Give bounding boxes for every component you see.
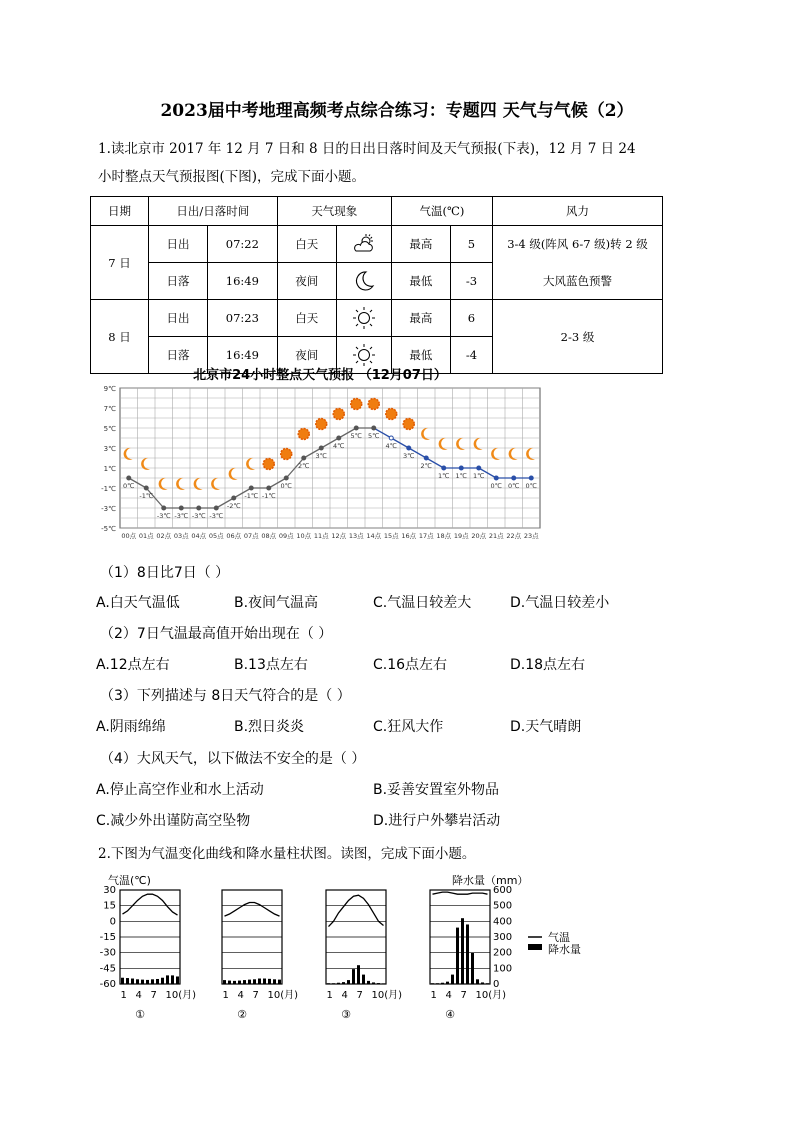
period-label: 夜间 <box>277 263 336 300</box>
precip-bar <box>238 981 241 984</box>
data-label: -1℃ <box>244 492 259 500</box>
y1-tick-label: -60 <box>99 979 116 990</box>
precip-bar <box>357 965 360 984</box>
moon-icon <box>336 263 391 300</box>
x-tick-label: 16点 <box>401 532 417 540</box>
wind-text: 3-4 级(阵风 6-7 级)转 2 级 <box>507 237 648 252</box>
x-tick-label: 1 <box>326 990 333 1001</box>
data-label: 5℃ <box>350 432 362 440</box>
sun-icon <box>316 419 327 430</box>
data-point <box>389 436 393 440</box>
chart-title: 北京市24小时整点天气预报 （12月07日） <box>193 368 447 383</box>
option-4d[interactable]: D.进行户外攀岩活动 <box>373 813 501 829</box>
x-tick-label: 4 <box>341 990 348 1001</box>
precip-bar <box>466 924 469 984</box>
temp-value: -4 <box>450 337 492 374</box>
sun-icon <box>403 419 414 430</box>
data-label: 1℃ <box>473 472 485 480</box>
precip-bar <box>258 979 261 984</box>
temp-line <box>225 903 280 917</box>
table-row <box>91 263 663 300</box>
temp-value: 6 <box>450 300 492 337</box>
sun-icon <box>368 399 379 410</box>
x-tick-label: 7 <box>150 990 157 1001</box>
x-tick-label: 06点 <box>226 532 242 540</box>
option-1a[interactable]: A.白天气温低 <box>96 595 180 611</box>
option-4a[interactable]: A.停止高空作业和水上活动 <box>96 782 264 798</box>
precip-bar <box>126 978 129 984</box>
data-point <box>127 476 131 480</box>
question-1-intro-line2: 小时整点天气预报图(下图)，完成下面小题。 <box>98 169 366 185</box>
data-label: 0℃ <box>508 482 520 490</box>
y-tick-label: 9℃ <box>103 385 116 393</box>
wind-cell: 2-3 级 <box>493 300 663 374</box>
panel-label: ② <box>237 1008 247 1021</box>
climate-panel <box>222 890 298 1021</box>
precip-bar <box>243 980 246 984</box>
precip-bar <box>166 975 169 984</box>
y1-axis-label: 气温(℃) <box>108 874 151 887</box>
x-tick-label: 05点 <box>208 532 224 540</box>
precip-bar <box>461 918 464 984</box>
precip-bar <box>476 979 479 984</box>
x-tick-label: 7 <box>460 990 467 1001</box>
precip-bar <box>446 982 449 984</box>
data-label: 2℃ <box>420 462 432 470</box>
data-label: -3℃ <box>191 512 206 520</box>
temp-label: 最高 <box>391 226 450 263</box>
header-weather: 天气现象 <box>277 197 391 226</box>
data-point <box>477 466 481 470</box>
data-point <box>407 446 411 450</box>
data-point <box>144 486 148 490</box>
precip-bar <box>352 969 355 984</box>
x-tick-label: 01点 <box>138 532 154 540</box>
data-label: 4℃ <box>385 442 397 450</box>
temp-line <box>329 895 384 926</box>
option-4b[interactable]: B.妥善安置室外物品 <box>373 782 500 798</box>
precip-bar <box>171 975 174 984</box>
x-tick-label: 13点 <box>348 532 364 540</box>
data-label: -1℃ <box>139 492 154 500</box>
x-tick-label: 10(月) <box>165 990 197 1001</box>
temp-label: 最高 <box>391 300 450 337</box>
y1-tick-label: 30 <box>103 885 116 896</box>
y-tick-label: 5℃ <box>103 425 116 433</box>
precip-bar <box>436 983 439 984</box>
data-point <box>354 426 358 430</box>
precip-bar <box>382 983 385 984</box>
precip-bar <box>347 980 350 984</box>
legend <box>528 930 581 956</box>
data-point <box>162 506 166 510</box>
time-value: 07:23 <box>208 300 278 337</box>
y2-tick-label: 600 <box>493 885 513 896</box>
time-label: 日出 <box>149 300 208 337</box>
y-tick-label: -3℃ <box>101 505 116 513</box>
sun-icon <box>263 459 274 470</box>
option-1c[interactable]: C.气温日较差大 <box>373 595 472 611</box>
temp-line <box>433 892 488 894</box>
header-wind: 风力 <box>493 197 663 226</box>
data-label: -3℃ <box>209 512 224 520</box>
x-tick-label: 4 <box>135 990 142 1001</box>
time-label: 日出 <box>149 226 208 263</box>
data-point <box>302 456 306 460</box>
time-label: 日落 <box>149 337 208 374</box>
weather-table <box>90 196 663 374</box>
y1-tick-label: -30 <box>99 947 116 959</box>
x-tick-label: 12点 <box>331 532 347 540</box>
y1-tick-label: 0 <box>109 916 116 928</box>
precip-bar <box>131 979 134 984</box>
y-tick-label: -5℃ <box>101 525 116 533</box>
header-temp: 气温(℃) <box>391 197 492 226</box>
precip-bar <box>481 982 484 984</box>
precip-bar <box>362 975 365 984</box>
data-point <box>442 466 446 470</box>
data-point <box>372 426 376 430</box>
temp-label: 最低 <box>391 337 450 374</box>
panel-label: ③ <box>341 1008 351 1021</box>
date-cell: 7 日 <box>91 226 149 300</box>
data-point <box>459 466 463 470</box>
precip-bar <box>223 980 226 984</box>
y-tick-label: 1℃ <box>103 465 116 473</box>
precip-bar <box>451 975 454 984</box>
option-2c[interactable]: C.16点左右 <box>373 657 448 673</box>
x-tick-label: 1 <box>120 990 127 1001</box>
sun-icon <box>298 429 309 440</box>
data-label: 0℃ <box>525 482 537 490</box>
panel-label: ① <box>135 1008 145 1021</box>
precip-bar <box>327 983 330 984</box>
y-tick-label: -1℃ <box>101 485 116 493</box>
y-tick-label: 7℃ <box>103 405 116 413</box>
panel-label: ④ <box>445 1008 455 1021</box>
option-2b[interactable]: B.13点左右 <box>234 657 308 673</box>
data-point <box>179 506 183 510</box>
legend-precip-label: 降水量 <box>548 943 581 956</box>
header-time: 日出/日落时间 <box>149 197 278 226</box>
precip-bar <box>176 976 179 984</box>
option-4c[interactable]: C.减少外出谨防高空坠物 <box>96 813 251 829</box>
data-label: -3℃ <box>174 512 189 520</box>
time-label: 日落 <box>149 263 208 300</box>
period-label: 白天 <box>277 226 336 263</box>
data-point <box>319 446 323 450</box>
x-tick-label: 10点 <box>296 532 312 540</box>
period-label: 白天 <box>277 300 336 337</box>
y2-tick-label: 300 <box>493 932 513 943</box>
data-point <box>214 506 218 510</box>
x-tick-label: 19点 <box>453 532 469 540</box>
x-tick-label: 04点 <box>191 532 207 540</box>
period-label: 夜间 <box>277 337 336 374</box>
x-tick-label: 1 <box>430 990 437 1001</box>
precip-bar <box>431 983 434 984</box>
x-tick-label: 14点 <box>366 532 382 540</box>
x-tick-label: 4 <box>237 990 244 1001</box>
y2-tick-label: 0 <box>493 979 500 990</box>
precip-bar <box>273 979 276 984</box>
y2-tick-label: 500 <box>493 900 513 912</box>
x-tick-label: 7 <box>252 990 259 1001</box>
data-label: 0℃ <box>490 482 502 490</box>
x-tick-label: 02点 <box>156 532 172 540</box>
data-point <box>284 476 288 480</box>
climate-charts <box>90 866 610 1026</box>
data-label: 1℃ <box>455 472 467 480</box>
precip-bar <box>372 982 375 984</box>
x-tick-label: 23点 <box>523 532 539 540</box>
climate-panel <box>120 890 196 1021</box>
x-tick-label: 18点 <box>436 532 452 540</box>
precip-bar <box>141 980 144 984</box>
precip-bar <box>486 983 489 984</box>
data-label: -1℃ <box>261 492 276 500</box>
option-3a[interactable]: A.阴雨绵绵 <box>96 719 166 735</box>
data-label: 3℃ <box>315 452 327 460</box>
climate-panel <box>326 890 402 1021</box>
precip-bar <box>156 979 159 984</box>
x-tick-label: 4 <box>445 990 452 1001</box>
partly-cloudy-icon <box>336 226 391 263</box>
temp-label: 最低 <box>391 263 450 300</box>
data-label: 4℃ <box>333 442 345 450</box>
x-tick-label: 15点 <box>383 532 399 540</box>
question-2-intro: 2.下图为气温变化曲线和降水量柱状图。读图，完成下面小题。 <box>98 846 476 862</box>
x-tick-label: 07点 <box>243 532 259 540</box>
y2-tick-label: 400 <box>493 916 513 928</box>
y1-tick-label: -15 <box>99 932 116 943</box>
precip-bar <box>253 979 256 984</box>
subquestion-2-stem: （2）7日气温最高值开始出现在（ ） <box>100 626 333 642</box>
subquestion-4-stem: （4）大风天气，以下做法不安全的是（ ） <box>100 751 366 767</box>
time-value: 16:49 <box>208 263 278 300</box>
option-3c[interactable]: C.狂风大作 <box>373 719 444 735</box>
y2-axis-label: 降水量（mm） <box>452 874 529 887</box>
data-label: -3℃ <box>156 512 171 520</box>
sun-icon <box>351 399 362 410</box>
x-tick-label: 03点 <box>173 532 189 540</box>
data-label: 2℃ <box>298 462 310 470</box>
x-tick-label: 10(月) <box>371 990 403 1001</box>
sun-icon <box>386 409 397 420</box>
option-1d[interactable]: D.气温日较差小 <box>510 595 610 611</box>
temp-line <box>123 894 178 915</box>
sun-icon <box>281 449 292 460</box>
date-cell: 8 日 <box>91 300 149 374</box>
x-tick-label: 7 <box>356 990 363 1001</box>
precip-bar <box>337 983 340 984</box>
option-3d[interactable]: D.天气晴朗 <box>510 719 582 735</box>
x-tick-label: 10(月) <box>475 990 507 1001</box>
y2-tick-label: 200 <box>493 947 513 959</box>
precip-bar <box>456 928 459 984</box>
data-label: 1℃ <box>438 472 450 480</box>
hourly-forecast-chart <box>90 362 550 547</box>
header-date: 日期 <box>91 197 149 226</box>
option-1b[interactable]: B.夜间气温高 <box>234 595 319 611</box>
y-tick-label: 3℃ <box>103 445 116 453</box>
precip-bar <box>342 982 345 984</box>
data-point <box>249 486 253 490</box>
x-tick-label: 17点 <box>418 532 434 540</box>
data-point <box>267 486 271 490</box>
subquestion-1-stem: （1）8日比7日（ ） <box>100 565 230 581</box>
precip-bar <box>146 980 149 984</box>
temp-value: 5 <box>450 226 492 263</box>
data-label: 0℃ <box>123 482 135 490</box>
data-point <box>337 436 341 440</box>
data-label: 3℃ <box>403 452 415 460</box>
option-2d[interactable]: D.18点左右 <box>510 657 586 673</box>
x-tick-label: 09点 <box>278 532 294 540</box>
precip-bar <box>441 983 444 984</box>
y1-tick-label: -45 <box>99 963 116 975</box>
page-title: 2023届中考地理高频考点综合练习：专题四 天气与气候（2） <box>160 101 634 121</box>
table-header-row <box>91 197 663 226</box>
x-tick-label: 1 <box>222 990 229 1001</box>
precip-bar <box>332 983 335 984</box>
wind-text: 大风蓝色预警 <box>493 263 663 300</box>
time-value: 07:22 <box>208 226 278 263</box>
precip-bar <box>471 953 474 984</box>
precip-bar <box>248 980 251 984</box>
precip-bar <box>161 978 164 984</box>
precip-bar <box>367 981 370 984</box>
x-tick-label: 10(月) <box>267 990 299 1001</box>
x-tick-label: 00点 <box>121 532 137 540</box>
y1-tick-label: 15 <box>103 900 116 912</box>
precip-bar <box>263 979 266 984</box>
wind-cell <box>493 226 663 263</box>
data-label: 5℃ <box>368 432 380 440</box>
time-value: 16:49 <box>208 337 278 374</box>
precip-bar <box>268 979 271 984</box>
sun-icon <box>333 409 344 420</box>
subquestion-3-stem: （3）下列描述与 8日天气符合的是（ ） <box>100 688 351 704</box>
data-label: -2℃ <box>226 502 241 510</box>
x-tick-label: 11点 <box>313 532 329 540</box>
x-tick-label: 22点 <box>506 532 522 540</box>
data-point <box>512 476 516 480</box>
precip-bar <box>228 981 231 984</box>
sun-icon <box>336 300 391 337</box>
data-label: 0℃ <box>280 482 292 490</box>
legend-temp-label: 气温 <box>548 931 570 944</box>
temp-value: -3 <box>450 263 492 300</box>
precip-bar <box>121 978 124 984</box>
precip-bar <box>278 980 281 984</box>
option-3b[interactable]: B.烈日炎炎 <box>234 719 305 735</box>
precip-bar <box>233 981 236 984</box>
precip-bar <box>136 979 139 984</box>
x-tick-label: 21点 <box>488 532 504 540</box>
option-2a[interactable]: A.12点左右 <box>96 657 170 673</box>
table-row <box>91 300 663 337</box>
data-point <box>424 456 428 460</box>
x-tick-label: 20点 <box>471 532 487 540</box>
x-tick-label: 08点 <box>261 532 277 540</box>
data-point <box>232 496 236 500</box>
y2-tick-label: 100 <box>493 963 513 975</box>
question-1-intro-line1: 1.读北京市 2017 年 12 月 7 日和 8 日的日出日落时间及天气预报(下表)，12 月 7 日 24 <box>98 141 636 157</box>
legend-precip-swatch <box>528 944 542 950</box>
data-point <box>494 476 498 480</box>
precip-bar <box>377 983 380 984</box>
precip-bar <box>151 979 154 984</box>
table-row <box>91 226 663 263</box>
data-point <box>197 506 201 510</box>
data-point <box>529 476 533 480</box>
